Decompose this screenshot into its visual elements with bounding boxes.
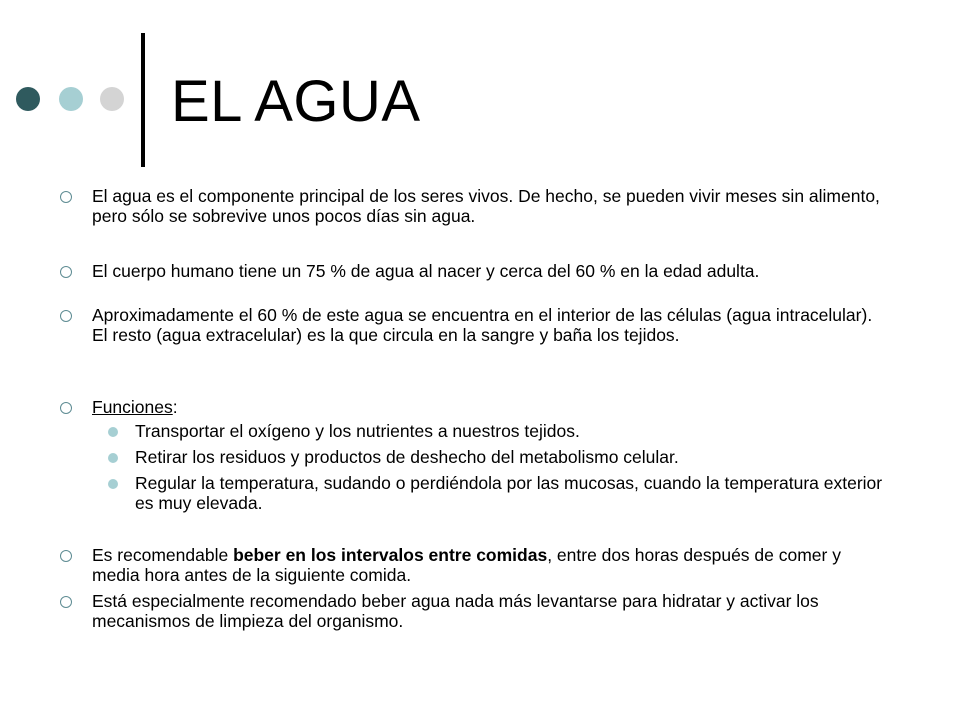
bullet-icon [60,266,72,278]
paragraph-2: El cuerpo humano tiene un 75 % de agua al nacer y cerca del 60 % en la edad adulta. [92,261,760,281]
bullet-icon [60,402,72,414]
function-item-1: Transportar el oxígeno y los nutrientes a nuestros tejidos. [135,421,580,441]
paragraph-functions [92,397,892,417]
function-item-2: Retirar los residuos y productos de deshecho del metabolismo celular. [135,447,679,467]
title-divider-line [141,33,145,167]
sub-bullet-icon [108,453,118,463]
dot-dark [16,87,40,111]
bullet-icon [60,310,72,322]
sub-bullet-icon [108,479,118,489]
dot-gray [100,87,124,111]
paragraph-3: Aproximadamente el 60 % de este agua se encuentra en el interior de las células (agua intracelular). El resto (agua extracelular) es la que circula en la sangre y baña los tejidos. [92,305,873,345]
sub-bullet-icon [108,427,118,437]
bullet-icon [60,191,72,203]
p5-post: , entre dos horas después de comer y media hora antes de la siguiente comida. [92,545,841,585]
paragraph-6: Está especialmente recomendado beber agua nada más levantarse para hidratar y activar los mecanismos de limpieza del organismo. [92,591,819,631]
p5-pre: Es recomendable [92,545,234,565]
function-item-3: Regular la temperatura, sudando o perdiéndola por las mucosas, cuando la temperatura exterior es muy elevada. [135,473,883,513]
bullet-icon [60,550,72,562]
p5-bold: beber en los intervalos entre comidas [233,545,548,565]
bullet-icon [60,596,72,608]
paragraph-5 [92,545,892,585]
functions-label: Funciones [92,397,173,417]
paragraph-1: El agua es el componente principal de los seres vivos. De hecho, se pueden vivir meses sin alimento, pero sólo se sobrevive unos pocos días sin agua. [92,186,880,226]
dot-light [59,87,83,111]
functions-colon: : [172,397,178,417]
slide-title: EL AGUA [171,69,421,134]
